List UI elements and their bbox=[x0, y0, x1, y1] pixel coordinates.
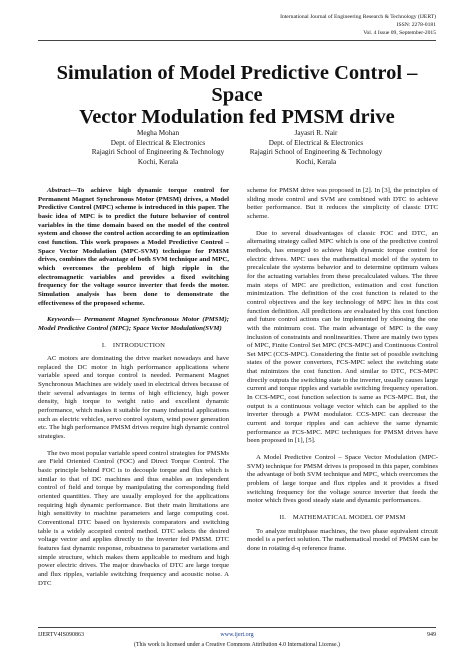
body-paragraph: To analyze multiphase machines, the two phase equivalent circuit model is a perfect solution. The mathematical model of PMSM can be done in rotating d-q reference frame. bbox=[247, 527, 438, 552]
author-dept: Dept. of Electrical & Electronics bbox=[110, 138, 206, 147]
license-notice: (This work is licensed under a Creative Commons Attribution 4.0 International License.) bbox=[134, 642, 340, 648]
author-name: Megha Mohan bbox=[136, 129, 180, 137]
body-paragraph: AC motors are dominating the drive market nowadays and have replaced the DC motor in high performance applications where variable speed and torque control is needed. Permanent Magnet Synchronous Machines are widely used in electrical drives because of their several advantages in terms of high efficiency, high power density, high torque to weight ratio and excellent dynamic performance, which makes it suitable for many industrial applications such as electric vehicles, servo control system, wind power generation etc. The high performance PMSM drives require high dynamic control strategies. bbox=[38, 355, 229, 441]
author-city: Kochi, Kerala bbox=[137, 157, 179, 166]
right-column bbox=[247, 187, 438, 554]
author-block-1 bbox=[78, 129, 238, 167]
author-block-2 bbox=[236, 129, 396, 167]
abstract-label: Abstract— bbox=[47, 187, 78, 194]
body-paragraph: A Model Predictive Control – Space Vector Modulation (MPC-SVM) technique for PMSM drives is proposed in this paper, combines the advantage of both SVM technique and MPC, which overcomes the problem of large torque and flux ripples and it provides a fixed switching frequency for the voltage source inverter that feeds the motor which fives good steady state and dynamic performances. bbox=[247, 454, 438, 505]
author-city: Kochi, Kerala bbox=[295, 157, 337, 166]
page-number: 949 bbox=[427, 632, 436, 638]
author-school: Rajagiri School of Engineering & Technology bbox=[91, 148, 225, 157]
paper-id: IJERTV4IS090863 bbox=[38, 632, 84, 638]
footer-rule bbox=[38, 627, 436, 628]
keywords-text: Permanent Magnet Synchronous Motor (PMSM); Model Predictive Control (MPC); Space Vector Modulation(SVM) bbox=[38, 316, 229, 332]
keywords-label: Keywords— bbox=[47, 316, 81, 324]
section-heading-introduction: I. INTRODUCTION bbox=[101, 341, 166, 349]
journal-volume: Vol. 4 Issue 09, September-2015 bbox=[363, 30, 436, 37]
author-dept: Dept. of Electrical & Electronics bbox=[268, 138, 364, 147]
abstract bbox=[38, 187, 229, 308]
body-paragraph: Due to several disadvantages of classic FOC and DTC, an alternating strategy called MPC which is one of the predictive control methods, has emerged to achieve high dynamic torque control for electric drives. MPC uses the mathematical model of the system to precalculate the systems behavior and to determine optimum values for the actuating variables from these precalculated values. The three main steps of MPC are prediction, estimation and cost function minimization. The definition of the cost function is related to the control objectives and the key technology of MPC lies in this cost function definition. All predictions are evaluated by this cost function and future control actions can be implemented by choosing the one with the minimum cost. The main advantage of MPC is the easy inclusion of constraints and nonlinearities. There are mainly two types of MPC, Finite Control Set MPC (FCS-MPC) and Continuous Control Set MPC (CCS-MPC). Considering the finite set of possible switching states of the power converters, FCS-MPC select the switching state that minimizes the cost function. And similar to DTC, FCS-MPC directly outputs the switching state to the inverter, usually causes large current and torque ripples and variable switching frequency operation. In CCS-MPC, cost function selection is same as FCS-MPC. But, the output is a continuous voltage vector which can be applied to the inverter through a PWM modulator. CCS-MPC can decrease the current and torque ripples and can achieve the same dynamic performance as FCS-MPC. MPC techniques for PMSM drives have been proposed in [1], [5]. bbox=[247, 229, 438, 445]
author-school: Rajagiri School of Engineering & Technology bbox=[249, 148, 383, 157]
journal-header bbox=[206, 13, 436, 38]
title-line-2: Vector Modulation fed PMSM drive bbox=[79, 106, 395, 128]
body-paragraph: scheme for PMSM drive was proposed in [2]. In [3], the principles of sliding mode control and SVM are combined with DTC to achieve better performance. But it reduces the simplicity of classic DTC scheme. bbox=[247, 187, 438, 220]
body-paragraph: The two most popular variable speed control strategies for PMSMs are Field Oriented Control (FOC) and Direct Torque Control. The basic principle behind FOC is to decouple torque and flux which is similar to that of DC machines and thus enables an independent control of field and torque by manipulating the corresponding field oriented quantities. They are usually employed for the applications requiring high dynamic performance. But their main limitations are high sensitivity to machine parameters and large computing cost. Conventional DTC based on hysteresis comparators and switching table is a widely accepted control method. DTC selects the desired voltage vector and applies directly to the inverter fed PMSM. DTC features fast dynamic response, robustness to parameter variations and simple structure, which makes them applicable to medium and high power electric drives. The major drawbacks of DTC are large torque and flux ripples, variable switching frequency and acoustic noise. A DTC bbox=[38, 449, 229, 587]
journal-issn: ISSN: 2278-0181 bbox=[396, 22, 436, 29]
keywords bbox=[38, 316, 229, 333]
left-column bbox=[38, 187, 229, 588]
title-line-1: Simulation of Model Predictive Control – Space bbox=[56, 62, 418, 106]
author-name: Jayasri R. Nair bbox=[294, 129, 338, 137]
abstract-text: To achieve high dynamic torque control for Permanent Magnet Synchronous Motor (PMSM) drives, a Model Predictive Control (MPC) scheme is introduced in this paper. The basic idea of MPC is to predict the future behavior of control variables in the time domain based on the model of the control system and choose the control action according to an optimization cost function. This work proposes a Model Predictive Control – Space Vector Modulation (MPC-SVM) technique for PMSM drives, combines the advantage of both SVM technique and MPC, which overcomes the problem of high ripple in the electromagnetic variables and provides a fixed switching frequency for the voltage source inverter that feeds the motor. Simulation analysis has been done to demonstrate the effectiveness of the proposed scheme. bbox=[38, 187, 229, 307]
journal-url[interactable]: www.ijert.org bbox=[220, 632, 254, 638]
section-heading-model: II. MATHEMATICAL MODEL OF PMSM bbox=[279, 513, 406, 521]
header-rule bbox=[38, 40, 436, 41]
paper-title bbox=[36, 62, 438, 128]
journal-name: International Journal of Engineering Research & Technology (IJERT) bbox=[280, 14, 436, 20]
